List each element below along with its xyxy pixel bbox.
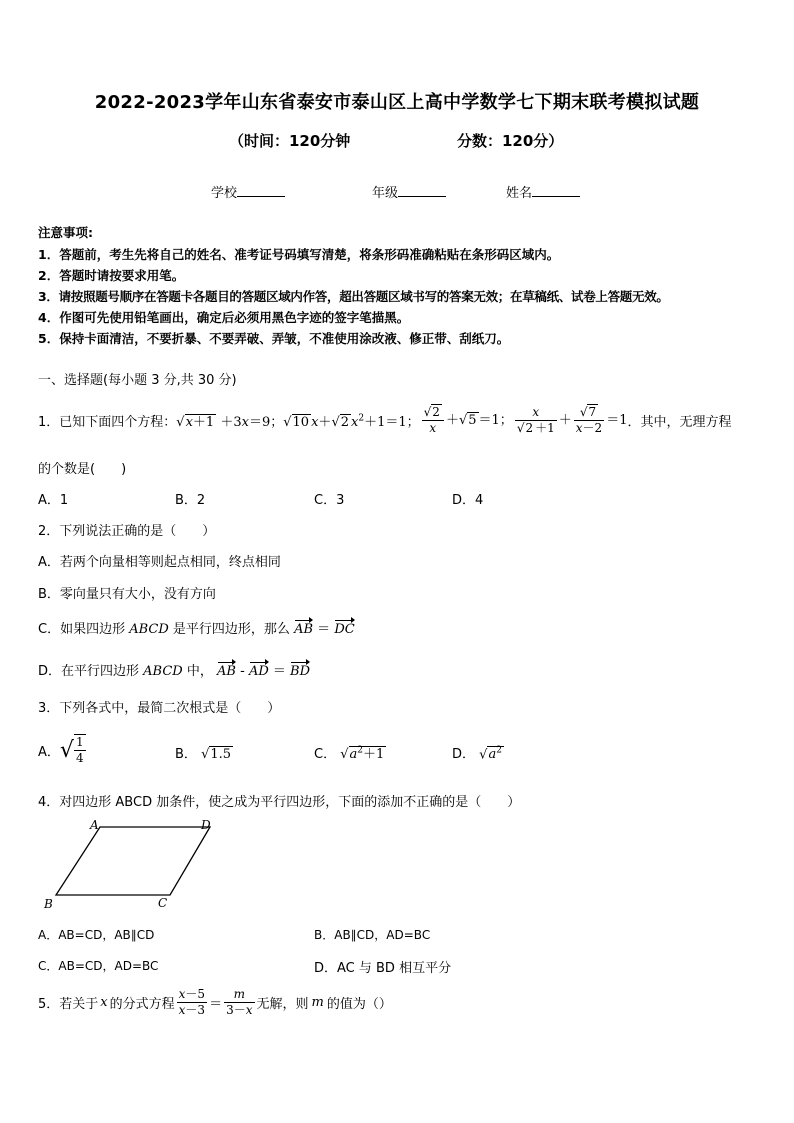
parallelogram-shape (56, 827, 210, 895)
q1-eq3: $\frac{√2}{x}$ ＋√5 ＝1； (423, 404, 513, 435)
q1-eq4: $\frac{x}{√2 +1}$ ＋ $\frac{√7}{x-2}$ ＝1 (516, 404, 628, 435)
q5-rhs: $\frac{m}{3-x}$ (226, 986, 253, 1017)
q5-var-m: m (311, 994, 324, 1010)
q3-option-b[interactable] (175, 743, 233, 762)
grade-blank[interactable] (398, 184, 446, 197)
note-item: 2．答题时请按要求用笔。 (38, 268, 185, 283)
vector-ad: AD (248, 664, 269, 679)
q5-mid1: 的分式方程 (109, 996, 175, 1012)
q1-option-a[interactable]: A．1 (38, 493, 69, 508)
q4-option-b[interactable]: B．AB∥CD，AD=BC (314, 928, 431, 942)
question-3-stem: 3．下列各式中，最简二次根式是（ ） (38, 701, 281, 716)
vector-dc: DC (334, 622, 355, 637)
q3-b-expr: √1.5 (201, 747, 232, 762)
q1-option-d[interactable]: D．4 (452, 493, 484, 508)
q1-suffix: ．其中，无理方程 (627, 414, 732, 430)
q1-option-b[interactable]: B．2 (175, 493, 206, 508)
exam-time: （时间：120分钟 (229, 132, 351, 150)
school-label: 学校 (211, 186, 238, 201)
name-blank[interactable] (532, 184, 580, 197)
q4-option-a[interactable]: A．AB=CD，AB∥CD (38, 928, 155, 942)
note-item: 4．作图可先使用铅笔画出，确定后必须用黑色字迹的签字笔描黑。 (38, 310, 410, 325)
section-heading: 一、选择题(每小题 3 分,共 30 分) (38, 373, 237, 388)
q5-suffix: 的值为（） (326, 996, 392, 1012)
q3-a-expr: √ $\frac{1}{4}$ (59, 735, 84, 765)
q2-c-mid: 是平行四边形，那么 (172, 622, 290, 637)
q5-var-x: x (100, 994, 108, 1010)
q2-d-prefix: D．在平行四边形 (38, 664, 140, 679)
notes-title: 注意事项: (38, 225, 93, 240)
grade-label: 年级 (372, 186, 399, 201)
question-1 (38, 398, 731, 442)
school-field (211, 182, 285, 201)
q2-option-c[interactable]: C．如果四边形 ABCD 是平行四边形，那么 AB ＝ DC (38, 622, 355, 637)
q1-option-c[interactable]: C．3 (314, 493, 345, 508)
vertex-label-a: A (90, 818, 99, 832)
q2-c-quad: ABCD (129, 622, 169, 637)
q4-option-d[interactable]: D．AC 与 BD 相互平分 (314, 961, 452, 976)
exam-score: 分数：120分） (457, 132, 564, 150)
note-item: 3．请按照题号顺序在答题卡各题目的答题区域内作答，超出答题区域书写的答案无效；在草稿纸、试卷上答题无效。 (38, 289, 669, 304)
q1-prefix: 1．已知下面四个方程： (38, 414, 177, 430)
q4-option-c[interactable]: C．AB=CD，AD=BC (38, 959, 159, 973)
q1-line2: 的个数是( ) (38, 462, 127, 477)
q2-c-prefix: C．如果四边形 (38, 622, 126, 637)
question-4-stem: 4．对四边形 ABCD 加条件，使之成为平行四边形，下面的添加不正确的是（ ） (38, 795, 521, 810)
q1-eq1: √x＋1 ＋3x＝9； (176, 414, 284, 430)
q3-b-label: B． (175, 747, 197, 762)
q3-d-label: D． (452, 747, 476, 762)
vector-bd: BD (290, 664, 311, 679)
q3-option-c[interactable] (314, 743, 386, 762)
q3-d-expr: $√a^2$ (479, 745, 502, 762)
vertex-label-b: B (44, 897, 53, 911)
vertex-label-c: C (158, 896, 168, 910)
q1-eq2: √10 x＋√2 $x^2+1=1$； (283, 413, 420, 430)
question-2-stem: 2．下列说法正确的是（ ） (38, 524, 216, 539)
vertex-label-d: D (201, 818, 211, 832)
school-blank[interactable] (237, 184, 285, 197)
q3-c-label: C． (314, 747, 337, 762)
q5-prefix: 5．若关于 (38, 996, 99, 1012)
q2-option-b[interactable]: B．零向量只有大小，没有方向 (38, 587, 216, 602)
q2-option-a[interactable]: A．若两个向量相等则起点相同，终点相同 (38, 555, 281, 570)
note-item: 5．保持卡面清洁，不要折暴、不要弄破、弄皱，不准使用涂改液、修正带、刮纸刀。 (38, 331, 510, 346)
q5-mid2: 无解，则 (256, 996, 309, 1012)
q3-c-expr: $√a^2+1$ (340, 745, 385, 762)
vector-ab: AB (217, 664, 236, 679)
vector-ab: AB (294, 622, 314, 637)
q2-d-quad: ABCD (143, 664, 183, 679)
q3-option-a[interactable] (38, 728, 86, 772)
note-item: 1．答题前，考生先将自己的姓名、准考证号码填写清楚，将条形码准确粘贴在条形码区域内。 (38, 247, 560, 262)
q3-option-d[interactable] (452, 743, 504, 762)
q2-d-mid: 中， (186, 664, 213, 679)
parallelogram-figure (38, 815, 223, 915)
q3-a-label: A． (38, 744, 60, 760)
name-label: 姓名 (506, 186, 533, 201)
question-5: 5．若关于 x 的分式方程 $\frac{x-5}{x-3}$ ＝ $\frac{m}{3-x}$ 无解，则 m 的值为（） (38, 986, 392, 1017)
q2-option-d[interactable]: D．在平行四边形 ABCD 中， AB - AD ＝ BD (38, 664, 311, 679)
q5-lhs: $\frac{x-5}{x-3}$ (178, 986, 206, 1017)
page-title: 2022-2023学年山东省泰安市泰山区上高中学数学七下期末联考模拟试题 (94, 92, 700, 113)
name-field (506, 182, 580, 201)
grade-field (372, 182, 446, 201)
